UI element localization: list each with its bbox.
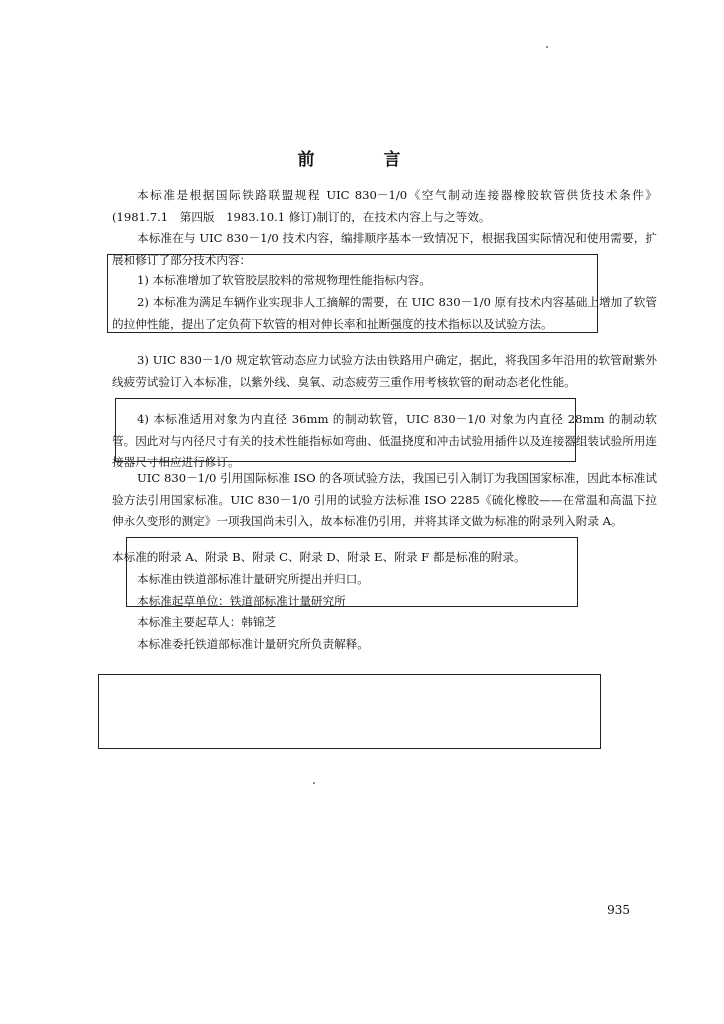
annotation-box [126, 537, 578, 607]
annotation-box [107, 254, 598, 333]
page-number: 935 [607, 903, 630, 917]
paragraph-interpretation: 本标准委托铁道部标准计量研究所负责解释。 [137, 637, 369, 651]
list-item-1: 1) 本标准增加了软管胶层胶料的常规物理性能指标内容。 [137, 273, 431, 287]
page-title: 前 言 [297, 150, 427, 170]
paragraph-proposer: 本标准由铁道部标准计量研究所提出并归口。 [137, 572, 369, 586]
list-item-2: 2) 本标准为满足车辆作业实现非人工摘解的需要，在 UIC 830－1/0 原有技术内容基础上增加了软管的拉伸性能，提出了定负荷下软管的相对伸长率和扯断强度的技术指标以及试验方法。 [112, 295, 657, 331]
paragraph-appendices: 本标准的附录 A、附录 B、附录 C、附录 D、附录 E、附录 F 都是标准的附录。 [112, 550, 526, 564]
scan-speck [313, 782, 315, 784]
scan-speck [546, 46, 548, 48]
list-item-3: 3) UIC 830－1/0 规定软管动态应力试验方法由铁路用户确定，据此，将我国多年沿用的软管耐紫外线疲劳试验订入本标准，以紫外线、臭氧、动态疲劳三重作用考核软管的耐动态老化性能。 [112, 353, 657, 389]
list-item-4: 4) 本标准适用对象为内直径 36mm 的制动软管，UIC 830－1/0 对象为内直径 28mm 的制动软管。因此对与内径尺寸有关的技术性能指标如弯曲、低温挠度和冲击试验用插件以及连接器组装试验所用连接器尺寸相应进行修订。 [112, 412, 657, 469]
paragraph-scope: 本标准在与 UIC 830－1/0 技术内容，编排顺序基本一致情况下，根据我国实际情况和使用需要，扩展和修订了部分技术内容： [112, 231, 657, 267]
paragraph-drafter: 本标准主要起草人：韩锦芝 [137, 615, 277, 629]
paragraph-basis: 本标准是根据国际铁路联盟规程 UIC 830－1/0《空气制动连接器橡胶软管供货技术条件》(1981.7.1 第四版 1983.10.1 修订)制订的，在技术内容上与之等效。 [112, 188, 657, 224]
paragraph-iso-reference: UIC 830－1/0 引用国际标准 ISO 的各项试验方法，我国已引入制订为我国国家标准，因此本标准试验方法引用国家标准。UIC 830－1/0 引用的试验方法标准 ISO 2285《硫化橡胶——在常温和高温下拉伸永久变形的测定》一项我国尚未引入，故本标准仍引用，并将其译文做为标准的附录列入附录 A。 [112, 471, 657, 528]
annotation-box [115, 398, 576, 462]
paragraph-drafting-unit: 本标准起草单位：铁道部标准计量研究所 [137, 594, 346, 608]
annotation-box [98, 674, 601, 749]
